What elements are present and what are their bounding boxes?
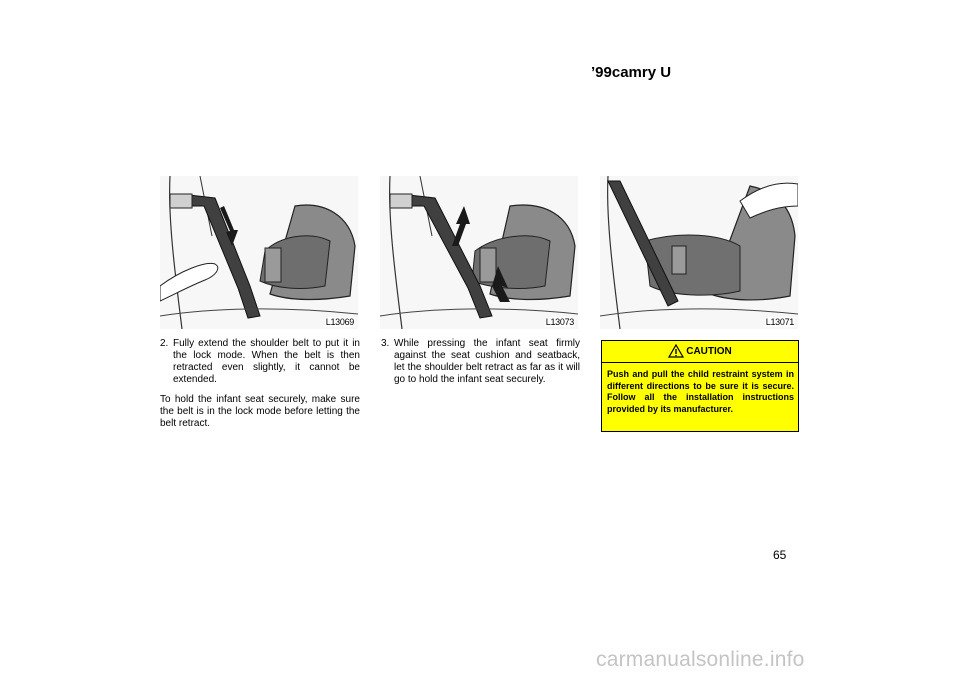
step-text: Fully extend the shoulder belt to put it in the lock mode. When the belt is then retracted even slightly, it cannot be extended. xyxy=(173,338,360,385)
watermark: carmanualsonline.info xyxy=(596,648,805,671)
step-3 xyxy=(381,338,580,386)
manual-header: ’99camry U xyxy=(591,64,672,81)
illustration-extend-belt xyxy=(160,176,358,329)
illustration-push-pull-seat xyxy=(600,176,798,329)
caution-box xyxy=(601,340,799,432)
instruction-column-1 xyxy=(160,338,360,430)
warning-triangle-icon xyxy=(668,344,684,358)
seat-belt-illustration-3 xyxy=(600,176,798,329)
seat-belt-illustration-2 xyxy=(380,176,578,329)
page-number: 65 xyxy=(773,548,787,562)
seat-belt-illustration-1 xyxy=(160,176,358,329)
step-number: 3. xyxy=(381,338,390,349)
lock-mode-paragraph: To hold the infant seat securely, make sure the belt is in the lock mode before letting the belt retract. xyxy=(160,394,360,429)
figure-code: L13071 xyxy=(765,317,794,327)
caution-label: CAUTION xyxy=(686,346,732,357)
caution-text: Push and pull the child restraint system in different directions to be sure it is secure. Follow all the installation instructions provided by its manufacturer. xyxy=(607,369,794,414)
step-2 xyxy=(160,338,360,386)
figure-code: L13073 xyxy=(545,317,574,327)
figure-code: L13069 xyxy=(325,317,354,327)
instruction-column-2 xyxy=(381,338,580,386)
step-number: 2. xyxy=(160,338,169,349)
illustration-retract-belt xyxy=(380,176,578,329)
step-text: While pressing the infant seat firmly against the seat cushion and seatback, let the shoulder belt retract as far as it will go to hold the infant seat securely. xyxy=(394,338,580,385)
caution-heading xyxy=(602,341,798,363)
